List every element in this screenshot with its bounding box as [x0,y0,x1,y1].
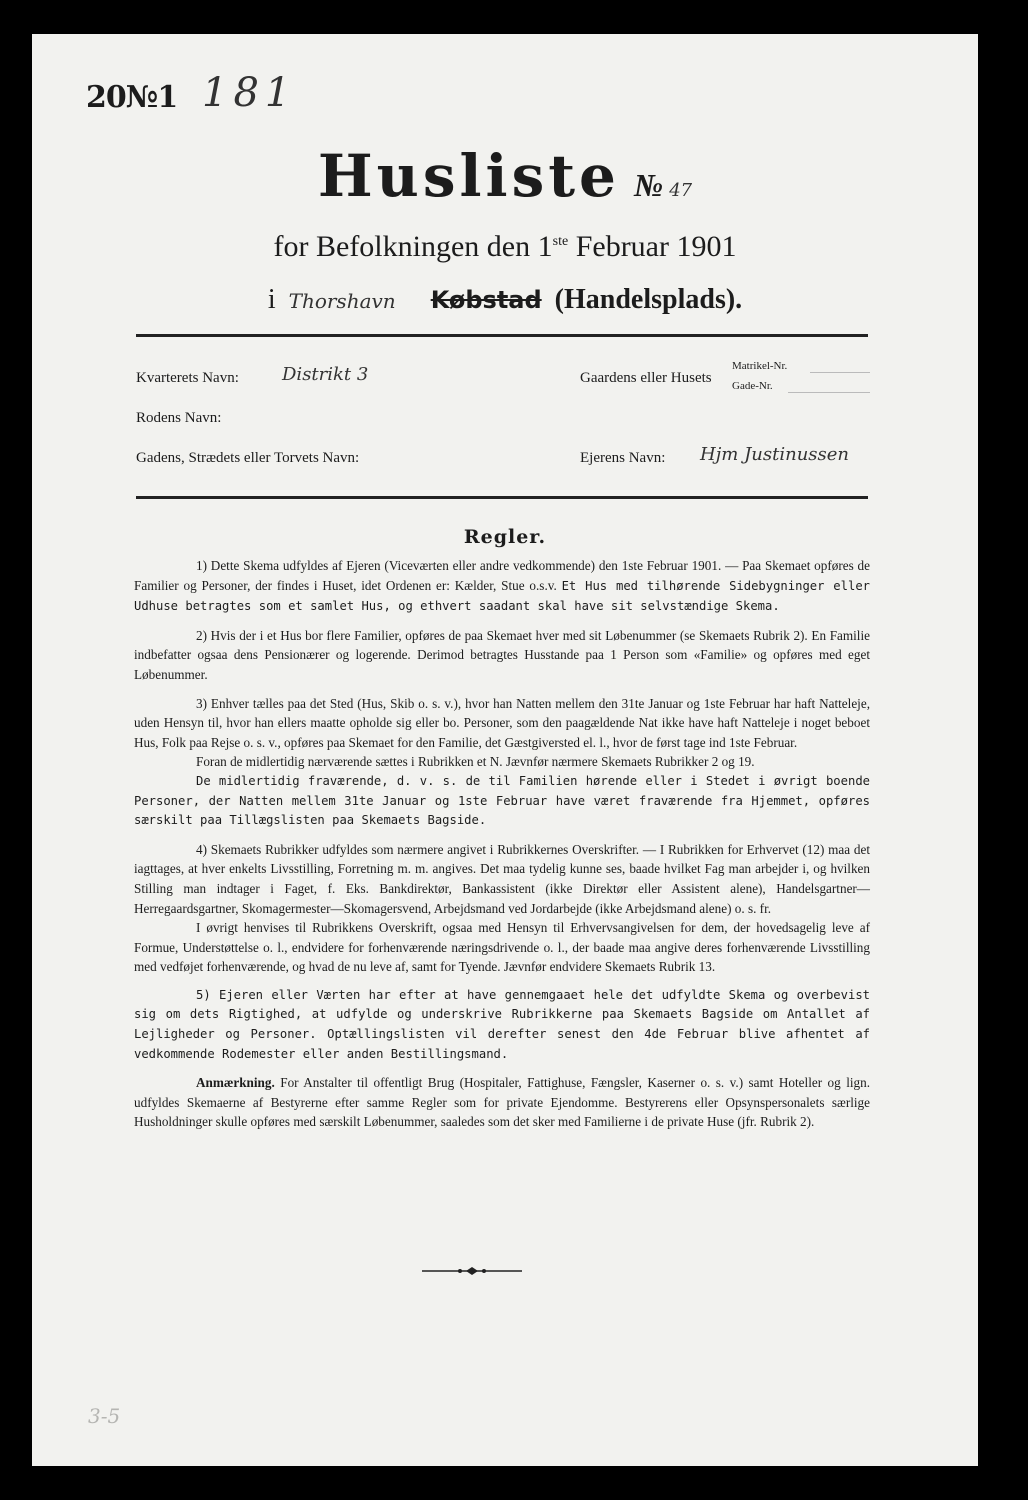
rule-1: 1) Dette Skema udfyldes af Ejeren (Viceværten eller andre vedkommende) den 1ste Februar 1901. — Paa Skemaet opføres de Familier og Personer, der findes i Huset, idet Ordenen er: Kælder, Stue o.s.v. Et Hus med tilhørende Sidebygninger eller Udhuse betragtes som et samlet Hus, og ethvert saadant skal have sit selvstændige Skema. [134,558,870,614]
gade-nr-label: Gade-Nr. [732,380,773,392]
matrikel-label: Matrikel-Nr. [732,360,788,372]
roden-label: Rodens Navn: [136,410,222,426]
handwritten-town: Thorshavn [288,289,396,313]
note-label: Anmærkning. [196,1075,275,1091]
subtitle-date: for Befolkningen den 1ste Februar 1901 [273,230,737,263]
fields-divider [136,496,868,499]
rule-3: 3) Enhver tælles paa det Sted (Hus, Skib o. s. v.), hvor han Natten mellem den 31te Januar og 1ste Februar har haft Natteleje, uden Hensyn til, hvor han ellers maatte opholde sig eller bo. Personer, som den paagældende Nat ikke have haft Natteleje i noget beboet Hus, Folk paa Rejse o. s. v., opføres paa Skemaet for den Familie, det Gæstgiversted el. l., hvor de først tage ind 1ste Februar. [134,695,870,750]
handelsplads-label: (Handelsplads). [554,284,743,315]
handwritten-house-number: 47 [669,180,693,201]
top-divider [136,334,868,337]
rules-body [134,556,870,1141]
form-title [32,142,978,210]
subtitle-place: i Thorshavn Købstad (Handelsplads). [267,284,743,315]
rule-5: 5) Ejeren eller Værten har efter at have gennemgaaet hele det udfyldte Skema og overbevist sig om dets Rigtighed, at udfylde og underskrive Rubrikkerne paa Skemaets Bagside om Antallet af Lejligheder og Personer. Optællingslisten vil derefter senest den 4de Februar blive afhentet af vedkommende Rodemester eller anden Bestillingsmand. [134,987,870,1061]
faint-pencil-mark: 3-5 [88,1404,121,1428]
gaard-label: Gaardens eller Husets [580,370,712,386]
number-symbol: № [633,167,664,203]
rules-heading: Regler. [463,526,547,548]
rule-4b: I øvrigt henvises til Rubrikkens Overskrift, ogsaa med Hensyn til Erhvervsangivelsen for dem, der hovedsagelig leve af Formue, Understøttelse o. l., endvidere for forhenværende næringsdrivende o. l., der baade maa angive deres forhenværende Livsstilling med vedføjet forhenværende, og hvad de nu leve af, samt for Tyende. Jævnfør endvidere Skemaets Rubrik 13. [134,920,870,975]
kvarter-label: Kvarterets Navn: [136,370,239,386]
gade-nr-line [788,392,870,393]
rule-3b: Foran de midlertidig nærværende sættes i Rubrikken et N. Jævnfør nærmere Skemaets Rubrikker 2 og 19. [196,754,755,770]
note: Anmærkning. For Anstalter til offentligt Brug (Hospitaler, Fattighuse, Fængsler, Kaserner o. s. v.) samt Hoteller og lign. udfyldes Skemaerne af Bestyrerne efter samme Regler som for private Ejendomme. Bestyrerens eller Opsynspersonalets særlige Husholdninger skulle opføres med særskilt Løbenummer, saaledes som det sker med Familierne i de private Huse (jfr. Rubrik 2). [134,1075,871,1130]
struck-kobstad: Købstad [430,286,542,314]
rule-4: 4) Skemaets Rubrikker udfyldes som nærmere angivet i Rubrikkernes Overskrifter. — I Rubrikken for Erhvervet (12) maa det iagttages, at hver enkelts Livsstilling, Forretning m. m. angives. Det maa tydelig kunne ses, baade hvilket Fag man arbejder i, og hvilken Stilling man indtager i Faget, f. Eks. Bankdirektør, Bankassistent (ikke Direktør eller Assistent alene), Handelsgartner—Herregaardsgartner, Skomagermester—Skomagersvend, Arbejdsmand ved Jordarbejde (ikke Arbejdsmand alene) o. s. fr. [134,841,870,916]
title-main: Husliste [317,142,620,210]
census-form-page [32,34,978,1466]
ornament-divider [422,1266,522,1276]
matrikel-line [810,372,870,373]
gade-label: Gadens, Strædets eller Torvets Navn: [136,450,360,466]
kvarter-value: Distrikt 3 [282,364,369,385]
ejer-label: Ejerens Navn: [580,450,666,466]
handwritten-page-number: 181 [202,70,297,116]
rule-2: 2) Hvis der i et Hus bor flere Familier, opføres de paa Skemaet hver med sit Løbenummer (se Skemaets Rubrik 2). En Familie indbefatter ogsaa dens Pensionærer og logerende. Derimod betragtes Husstande paa 1 Person som «Familie» og opføres med eget Løbenummer. [134,627,870,682]
rule-3c: De midlertidig fraværende, d. v. s. de til Familien hørende eller i Stedet i øvrigt boende Personer, der Natten mellem 31te Januar og 1ste Februar have været fraværende fra Hjemmet, opføres særskilt paa Tillægslisten paa Skemaets Bagside. [134,773,870,828]
ejer-value: Hjm Justinussen [700,444,850,465]
form-number: 20№1 [86,80,178,115]
